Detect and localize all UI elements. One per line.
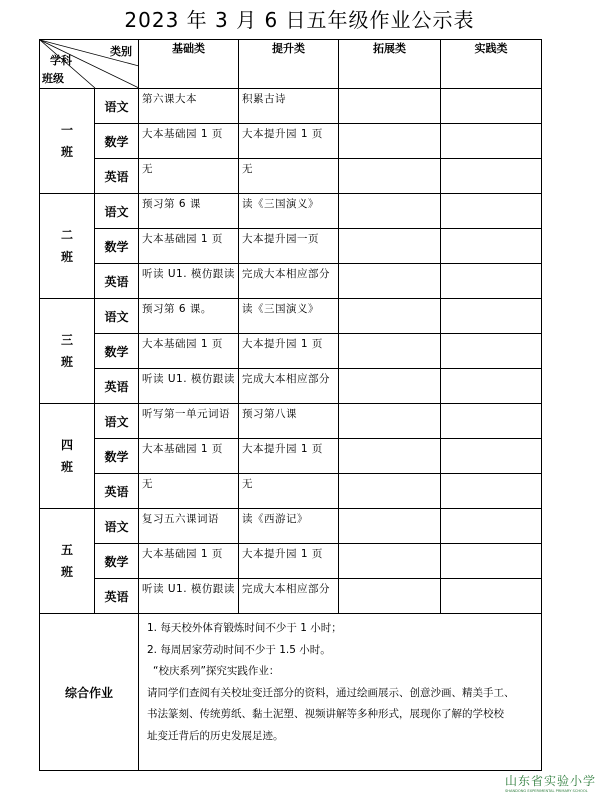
homework-cell-practice: [441, 124, 542, 159]
homework-cell-basic: 无: [139, 474, 239, 509]
subject-cell: 英语: [95, 159, 139, 194]
homework-cell-improve: 大本提升园 1 页: [239, 439, 339, 474]
homework-cell-improve: 读《三国演义》: [239, 194, 339, 229]
page-title: 2023 年 3 月 6 日五年级作业公示表: [124, 8, 475, 32]
homework-cell-improve: 大本提升园 1 页: [239, 124, 339, 159]
corner-subject-label: 学科: [50, 54, 72, 67]
table-row: [40, 404, 542, 439]
homework-cell-practice: [441, 544, 542, 579]
class-name-line1: 三: [60, 333, 73, 347]
homework-cell-extend: [339, 89, 441, 124]
homework-cell-extend: [339, 194, 441, 229]
subject-cell: 英语: [95, 369, 139, 404]
homework-cell-practice: [441, 369, 542, 404]
school-logo-name: 山东省实验小学: [505, 774, 597, 788]
homework-cell-improve: 完成大本相应部分: [239, 264, 339, 299]
table-row: [40, 299, 542, 334]
table-row: [40, 229, 542, 264]
homework-cell-improve: 大本提升园一页: [239, 229, 339, 264]
homework-cell-extend: [339, 159, 441, 194]
table-row: [40, 89, 542, 124]
subject-cell: 语文: [95, 194, 139, 229]
summary-line: 请同学们查阅有关校址变迁部分的资料，通过绘画展示、创意沙画、精美手工、: [147, 686, 515, 699]
homework-cell-extend: [339, 229, 441, 264]
subject-cell: 语文: [95, 299, 139, 334]
homework-cell-basic: 无: [139, 159, 239, 194]
class-name-line1: 二: [60, 228, 73, 242]
class-name-line1: 四: [60, 438, 73, 452]
homework-cell-basic: 大本基础园 1 页: [139, 229, 239, 264]
homework-cell-extend: [339, 544, 441, 579]
homework-cell-basic: 听读 U1. 模仿跟读: [139, 264, 239, 299]
subject-cell: 数学: [95, 439, 139, 474]
homework-cell-practice: [441, 439, 542, 474]
summary-row: [40, 614, 542, 771]
homework-cell-basic: 大本基础园 1 页: [139, 544, 239, 579]
class-name-line1: 一: [60, 123, 73, 137]
subject-cell: 语文: [95, 89, 139, 124]
subject-cell: 英语: [95, 579, 139, 614]
school-logo-english: SHANDONG EXPERIMENTAL PRIMARY SCHOOL: [505, 789, 588, 793]
homework-cell-basic: 大本基础园 1 页: [139, 439, 239, 474]
class-name-cell: [40, 404, 95, 509]
homework-cell-improve: 完成大本相应部分: [239, 579, 339, 614]
subject-cell: 英语: [95, 474, 139, 509]
class-name-line2: 班: [60, 460, 73, 474]
homework-cell-extend: [339, 579, 441, 614]
table-row: [40, 509, 542, 544]
homework-cell-basic: 大本基础园 1 页: [139, 334, 239, 369]
summary-line: 2. 每周居家劳动时间不少于 1.5 小时。: [147, 643, 331, 656]
homework-cell-practice: [441, 579, 542, 614]
summary-label: 综合作业: [40, 614, 139, 771]
subject-cell: 英语: [95, 264, 139, 299]
class-name-cell: [40, 299, 95, 404]
homework-cell-practice: [441, 89, 542, 124]
homework-cell-improve: 积累古诗: [239, 89, 339, 124]
table-row: [40, 264, 542, 299]
class-name-line2: 班: [60, 355, 73, 369]
homework-cell-improve: 无: [239, 159, 339, 194]
homework-cell-extend: [339, 299, 441, 334]
column-header-improve: 提升类: [239, 40, 339, 89]
homework-cell-basic: 第六课大本: [139, 89, 239, 124]
corner-mark: [28, 764, 38, 774]
homework-cell-basic: 预习第 6 课: [139, 194, 239, 229]
homework-cell-practice: [441, 299, 542, 334]
column-header-extend: 拓展类: [339, 40, 441, 89]
summary-content: [139, 614, 542, 771]
homework-table: [39, 39, 542, 771]
homework-cell-basic: 听写第一单元词语: [139, 404, 239, 439]
summary-line: “校庆系列”探究实践作业：: [153, 665, 280, 677]
subject-cell: 数学: [95, 334, 139, 369]
homework-cell-practice: [441, 159, 542, 194]
class-name-cell: [40, 89, 95, 194]
homework-cell-basic: 听读 U1. 模仿跟读: [139, 579, 239, 614]
homework-cell-improve: 大本提升园 1 页: [239, 544, 339, 579]
subject-cell: 语文: [95, 509, 139, 544]
homework-cell-extend: [339, 474, 441, 509]
table-row: [40, 159, 542, 194]
corner-category-label: 类别: [110, 45, 132, 58]
table-row: [40, 579, 542, 614]
homework-cell-improve: 读《西游记》: [239, 509, 339, 544]
homework-cell-basic: 听读 U1. 模仿跟读: [139, 369, 239, 404]
homework-cell-basic: 大本基础园 1 页: [139, 124, 239, 159]
homework-cell-extend: [339, 509, 441, 544]
subject-cell: 数学: [95, 544, 139, 579]
homework-cell-improve: 完成大本相应部分: [239, 369, 339, 404]
corner-class-label: 班级: [42, 72, 64, 85]
subject-cell: 数学: [95, 124, 139, 159]
homework-cell-extend: [339, 124, 441, 159]
homework-cell-practice: [441, 264, 542, 299]
homework-cell-extend: [339, 439, 441, 474]
homework-cell-practice: [441, 474, 542, 509]
homework-cell-extend: [339, 264, 441, 299]
table-row: [40, 369, 542, 404]
homework-cell-basic: 复习五六课词语: [139, 509, 239, 544]
column-header-practice: 实践类: [441, 40, 542, 89]
class-name-cell: [40, 194, 95, 299]
table-row: [40, 194, 542, 229]
table-row: [40, 124, 542, 159]
subject-cell: 语文: [95, 404, 139, 439]
class-name-line2: 班: [60, 250, 73, 264]
header-corner-cell: [40, 40, 139, 89]
header-row: [40, 40, 542, 89]
homework-cell-improve: 预习第八课: [239, 404, 339, 439]
homework-cell-extend: [339, 369, 441, 404]
table-row: [40, 474, 542, 509]
homework-cell-improve: 读《三国演义》: [239, 299, 339, 334]
homework-cell-practice: [441, 509, 542, 544]
homework-cell-practice: [441, 404, 542, 439]
table-row: [40, 334, 542, 369]
class-name-line2: 班: [60, 145, 73, 159]
homework-cell-improve: 大本提升园 1 页: [239, 334, 339, 369]
homework-cell-extend: [339, 404, 441, 439]
table-row: [40, 544, 542, 579]
homework-cell-practice: [441, 194, 542, 229]
homework-cell-practice: [441, 229, 542, 264]
homework-cell-improve: 无: [239, 474, 339, 509]
school-logo: [505, 772, 597, 798]
class-name-line2: 班: [60, 565, 73, 579]
table-row: [40, 439, 542, 474]
homework-cell-basic: 预习第 6 课。: [139, 299, 239, 334]
class-name-cell: [40, 509, 95, 614]
summary-line: 址变迁背后的历史发展足迹。: [147, 729, 284, 742]
summary-line: 1. 每天校外体育锻炼时间不少于 1 小时；: [147, 622, 342, 634]
homework-cell-extend: [339, 334, 441, 369]
homework-cell-practice: [441, 334, 542, 369]
column-header-basic: 基础类: [139, 40, 239, 89]
subject-cell: 数学: [95, 229, 139, 264]
summary-line: 书法篆刻、传统剪纸、黏土泥塑、视频讲解等多种形式，展现你了解的学校校: [147, 708, 504, 720]
class-name-line1: 五: [60, 543, 73, 557]
